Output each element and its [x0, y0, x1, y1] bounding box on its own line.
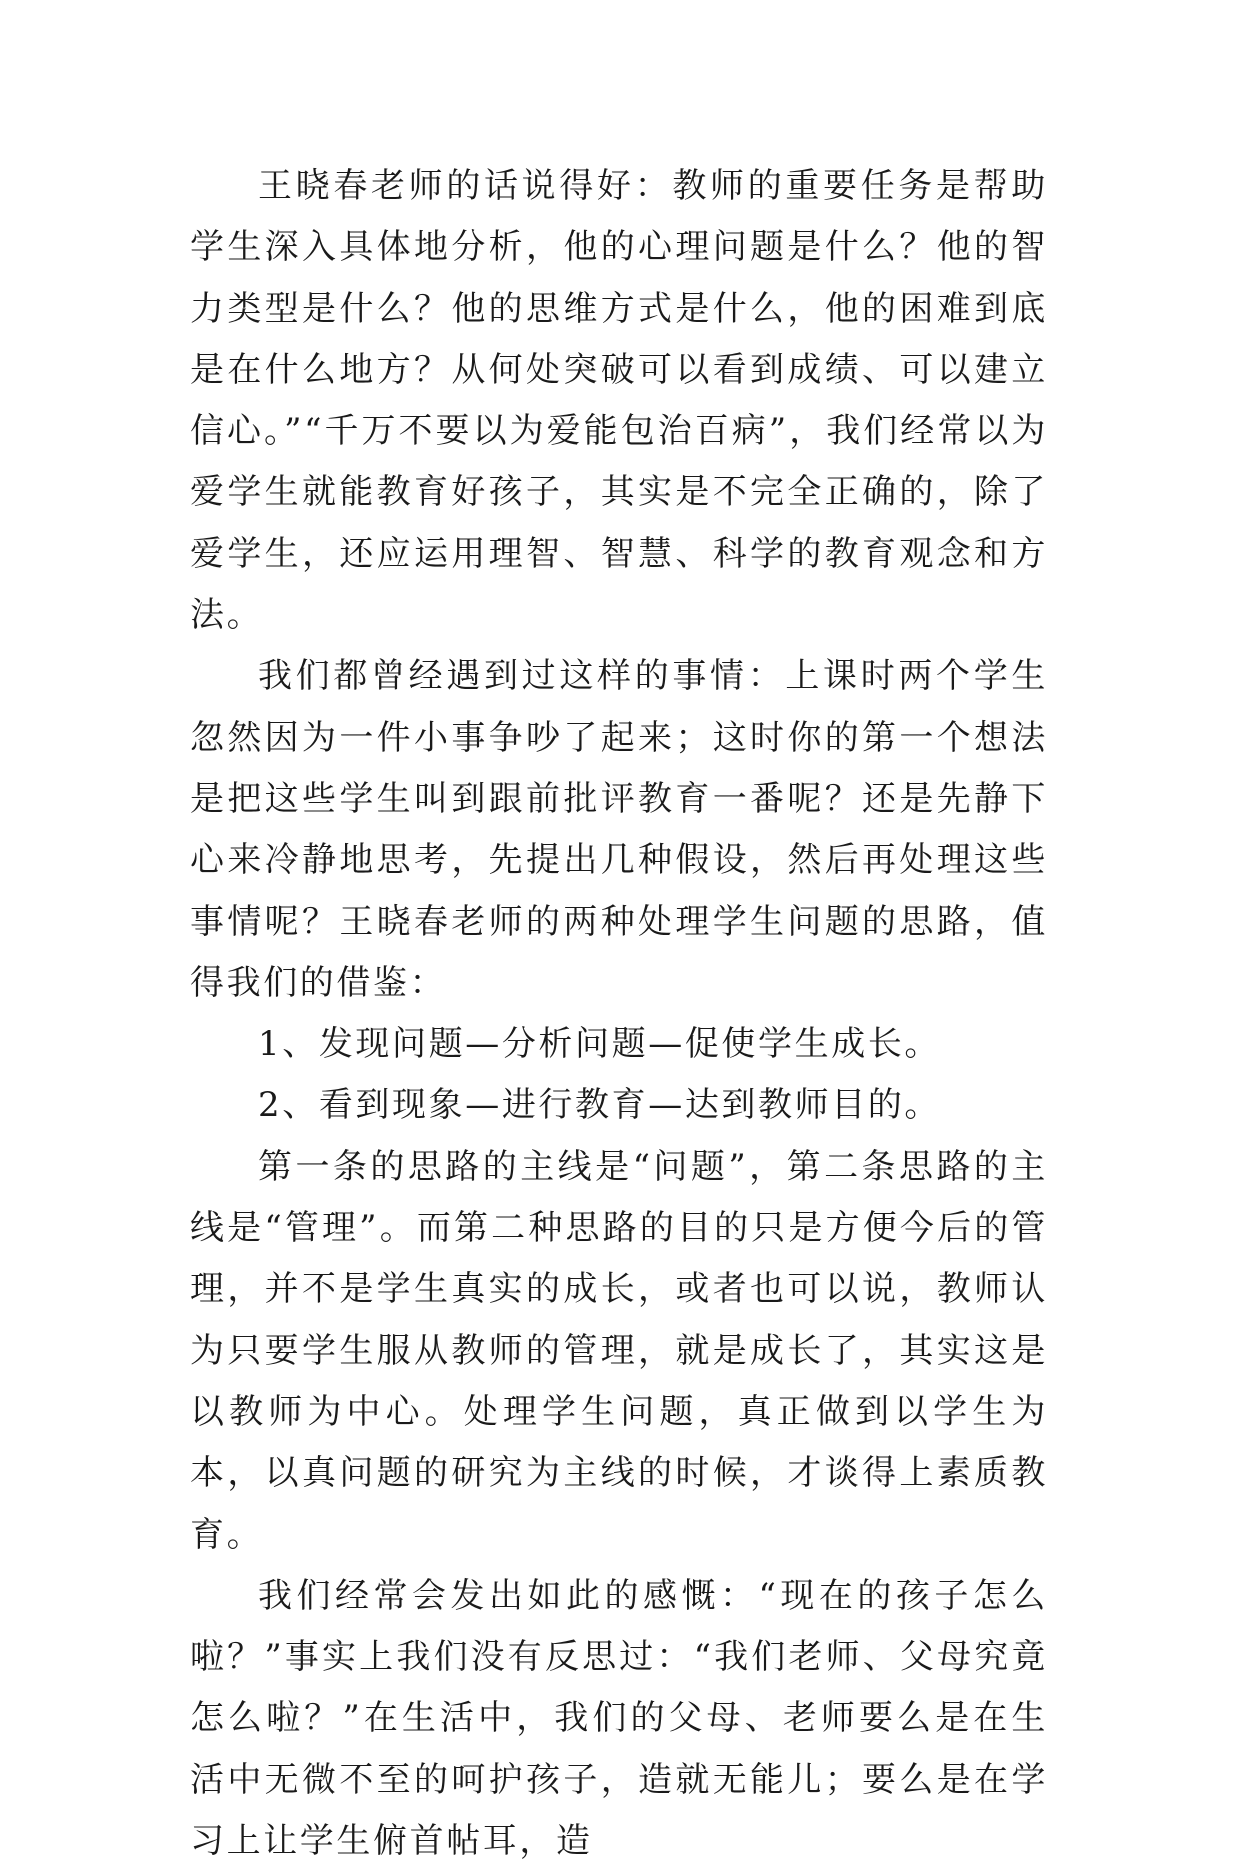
list-item-1: 1、发现问题—分析问题—促使学生成长。 [258, 1024, 942, 1065]
paragraph-1: 王晓春老师的话说得好：教师的重要任务是帮助学生深入具体地分析，他的心理问题是什么？他的智力类型是什么？他的思维方式是什么，他的困难到底是在什么地方？从何处突破可以看到成绩、可以建立信心。”“千万不要以为爱能包治百病”，我们经常以为爱学生就能教育好孩子，其实是不完全正确的，除了爱学生，还应运用理智、智慧、科学的教育观念和方法。 [190, 166, 1048, 636]
paragraph-4: 我们经常会发出如此的感慨：“现在的孩子怎么啦？”事实上我们没有反思过：“我们老师、父母究竟怎么啦？”在生活中，我们的父母、老师要么是在生活中无微不至的呵护孩子，造就无能儿；要么是在学习上让学生俯首帖耳，造 [190, 1575, 1048, 1862]
paragraph-3: 第一条的思路的主线是“问题”，第二条思路的主线是“管理”。而第二种思路的目的只是方便今后的管理，并不是学生真实的成长，或者也可以说，教师认为只要学生服从教师的管理，就是成长了，其实这是以教师为中心。处理学生问题，真正做到以学生为本，以真问题的研究为主线的时候，才谈得上素质教育。 [190, 1146, 1048, 1555]
paragraph-2: 我们都曾经遇到过这样的事情：上课时两个学生忽然因为一件小事争吵了起来；这时你的第一个想法是把这些学生叫到跟前批评教育一番呢？还是先静下心来冷静地思考，先提出几种假设，然后再处理这些事情呢？王晓春老师的两种处理学生问题的思路，值得我们的借鉴： [190, 656, 1048, 1003]
list-item-2: 2、看到现象—进行教育—达到教师目的。 [258, 1085, 942, 1126]
body-text [190, 156, 1048, 1872]
